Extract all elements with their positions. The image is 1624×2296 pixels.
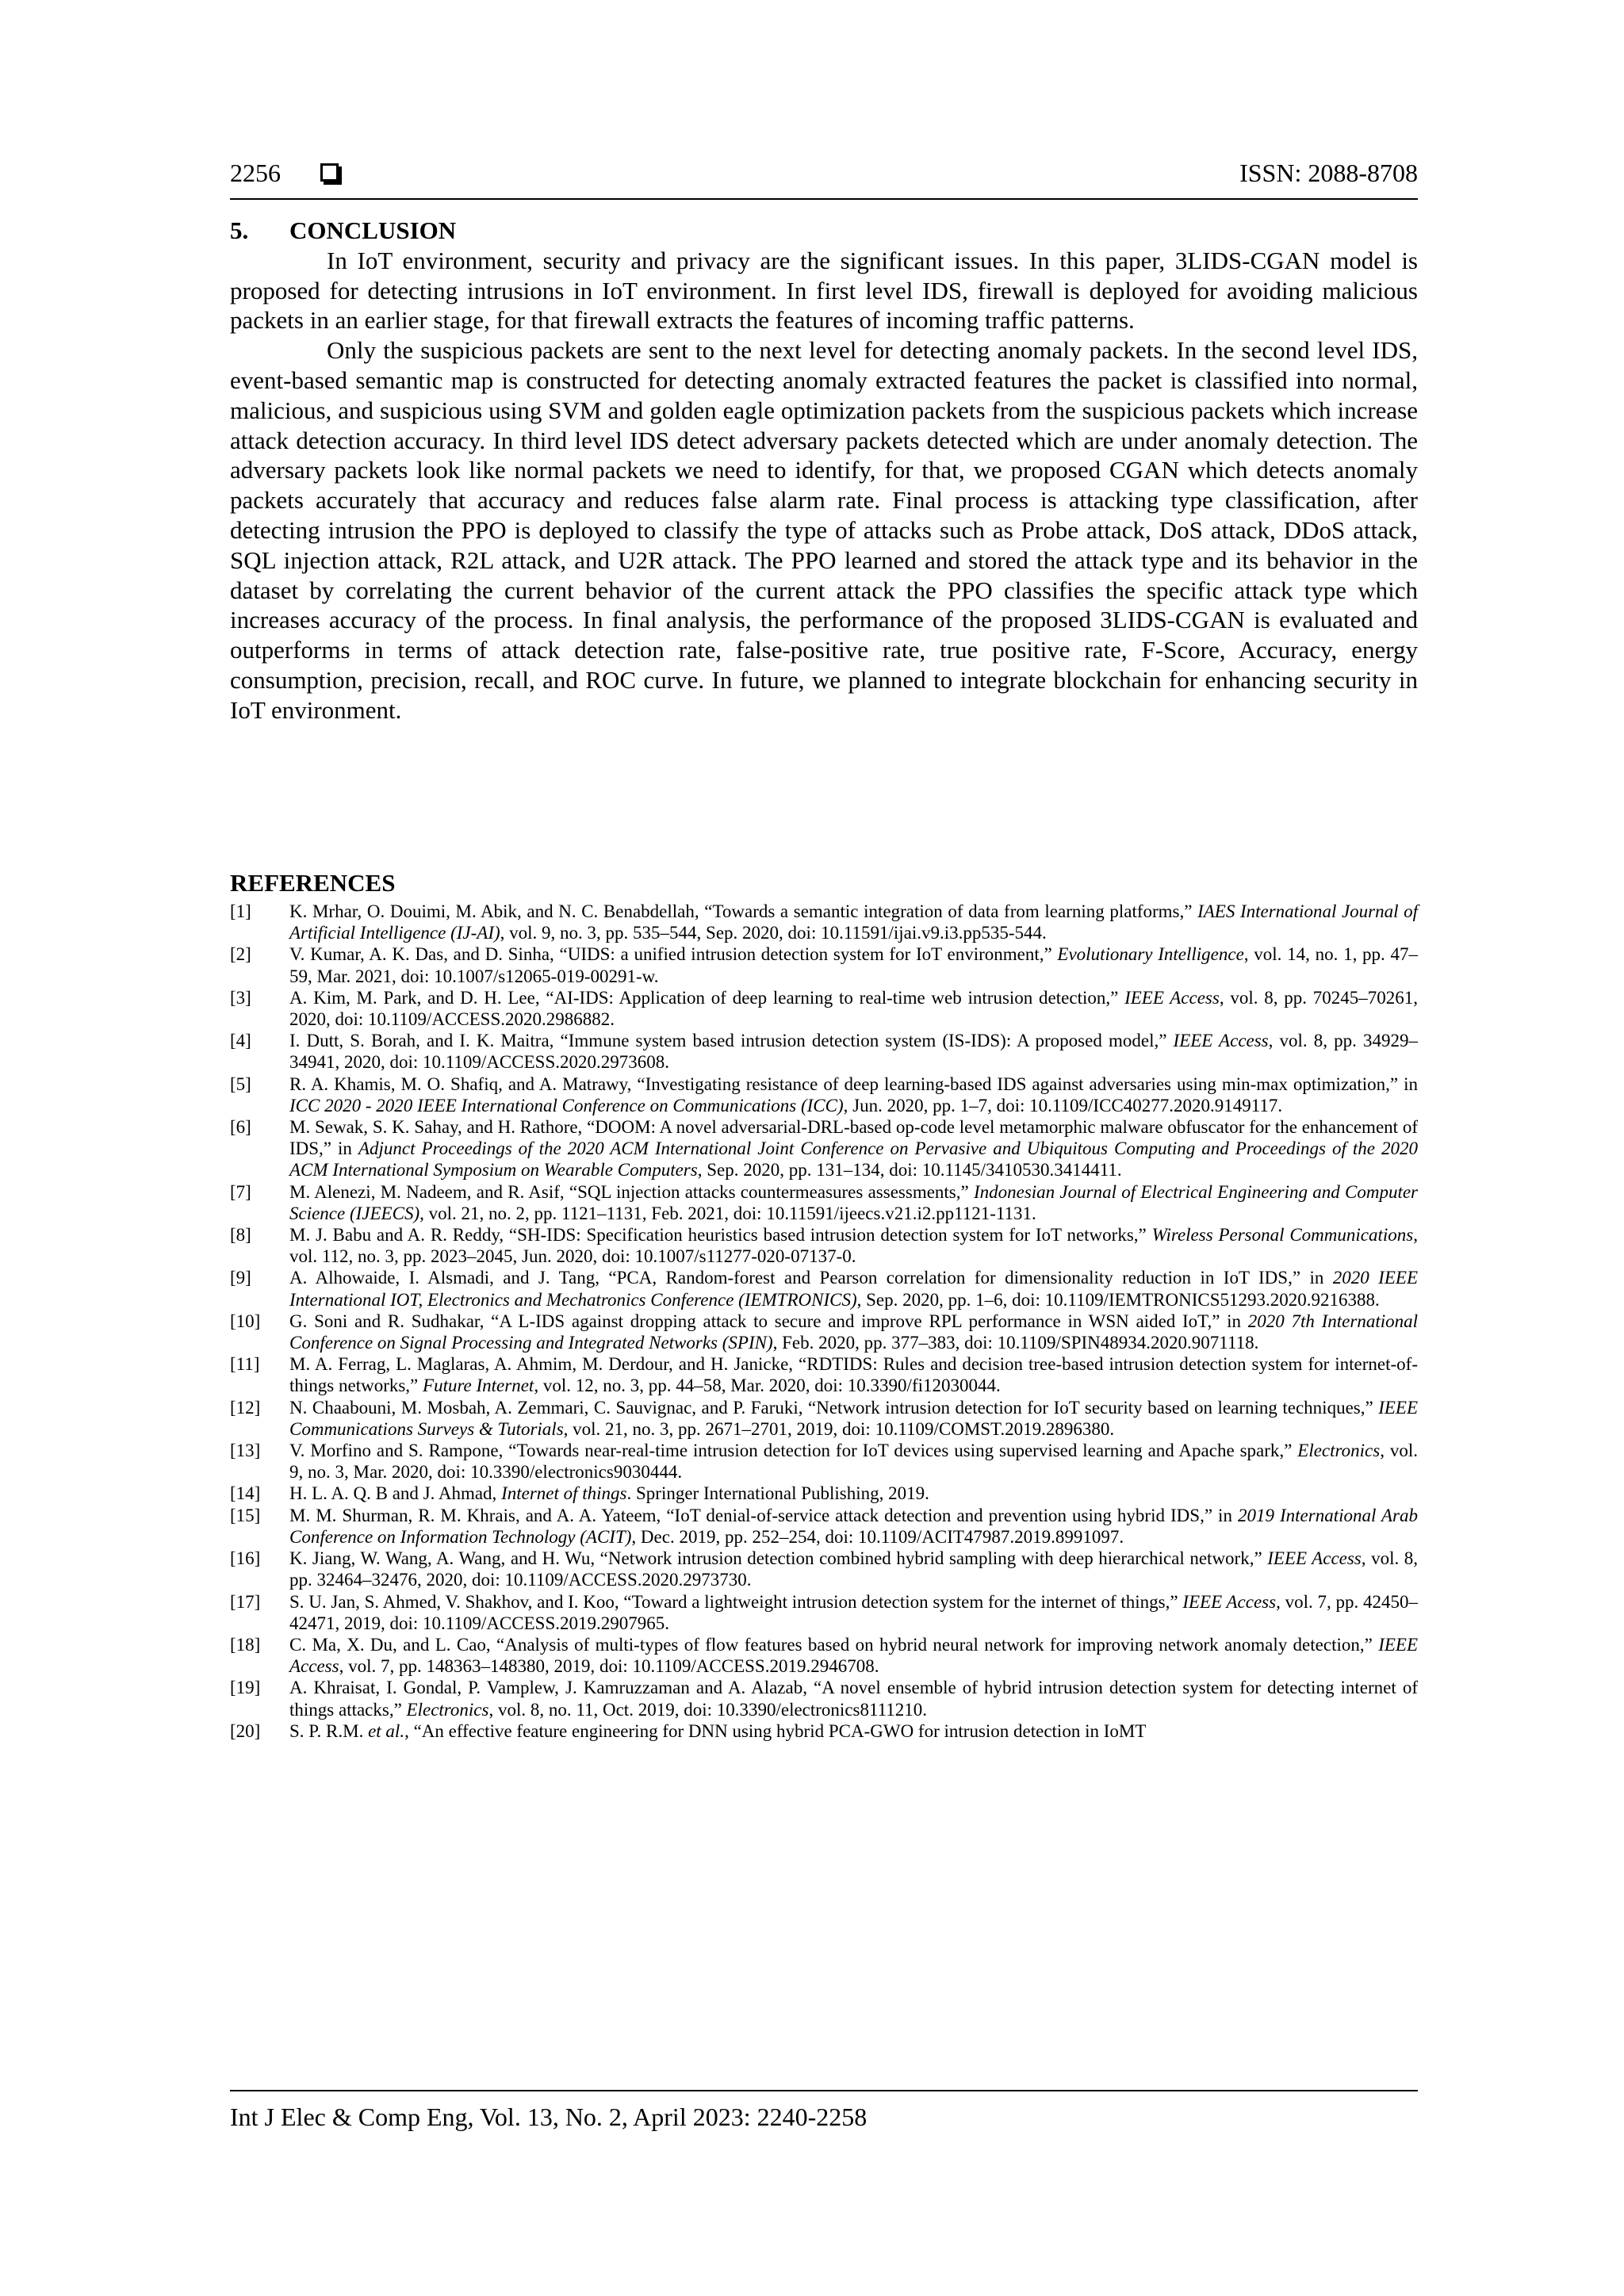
reference-text: K. Mrhar, O. Douimi, M. Abik, and N. C. Benabdellah, “Towards a semantic integration of data from learning platforms,” — [289, 901, 1198, 921]
reference-item — [230, 1634, 1418, 1677]
reference-text: H. L. A. Q. B and J. Ahmad, — [289, 1483, 502, 1504]
reference-venue: IAES International Journal of Artificial Intelligence (IJ-AI) — [289, 901, 1418, 943]
reference-item — [230, 1353, 1418, 1396]
reference-number: [14] — [230, 1483, 261, 1504]
reference-number: [16] — [230, 1548, 261, 1569]
reference-details: . Springer International Publishing, 2019. — [626, 1483, 929, 1504]
reference-item — [230, 1677, 1418, 1720]
reference-venue: ICC 2020 - 2020 IEEE International Conference on Communications (ICC) — [289, 1095, 844, 1115]
reference-details: , Feb. 2020, pp. 377–383, doi: 10.1109/SPIN48934.2020.9071118. — [772, 1333, 1259, 1353]
conclusion-paragraph-2: Only the suspicious packets are sent to the next level for detecting anomaly packets. In the second level IDS, event-based semantic map is constructed for detecting anomaly extracted features the packet is classified into normal, malicious, and suspicious using SVM and golden eagle optimization packets from the suspicious packets which increase attack detection accuracy. In third level IDS detect adversary packets detected which are under anomaly detection. The adversary packets look like normal packets we need to identify, for that, we proposed CGAN which detects anomaly packets accurately that accuracy and reduces false alarm rate. Final process is attacking type classification, after detecting intrusion the PPO is deployed to classify the type of attacks such as Probe attack, DoS attack, DDoS attack, SQL injection attack, R2L attack, and U2R attack. The PPO learned and stored the attack type and its behavior in the dataset by correlating the current behavior of the current attack the PPO classifies the specific attack type which increases accuracy of the process. In final analysis, the performance of the proposed 3LIDS-CGAN is evaluated and outperforms in terms of attack detection rate, false-positive rate, true positive rate, F-Score, Accuracy, energy consumption, precision, recall, and ROC curve. In future, we planned to integrate blockchain for enhancing security in IoT environment. — [230, 336, 1418, 724]
reference-number: [12] — [230, 1397, 261, 1418]
reference-item — [230, 1440, 1418, 1483]
reference-item — [230, 1483, 1418, 1504]
reference-number: [7] — [230, 1181, 251, 1202]
reference-text: M. Alenezi, M. Nadeem, and R. Asif, “SQL injection attacks countermeasures assessments,” — [289, 1181, 974, 1202]
conclusion-section — [230, 216, 1418, 725]
reference-venue: IEEE Access — [1267, 1548, 1362, 1569]
reference-venue: Electronics — [1297, 1441, 1381, 1461]
footer-rule — [230, 2090, 1418, 2091]
reference-details: , Dec. 2019, pp. 252–254, doi: 10.1109/ACIT47987.2019.8991097. — [631, 1526, 1124, 1547]
reference-venue: Future Internet — [423, 1376, 534, 1396]
reference-venue: IEEE Access — [289, 1634, 1418, 1677]
reference-venue: 2020 7th International Conference on Signal Processing and Integrated Networks (SPIN) — [289, 1311, 1418, 1353]
reference-venue: Indonesian Journal of Electrical Engineering and Computer Science (IJEECS) — [289, 1181, 1418, 1223]
reference-number: [18] — [230, 1634, 261, 1655]
reference-item — [230, 1591, 1418, 1634]
reference-text: A. Alhowaide, I. Alsmadi, and J. Tang, “PCA, Random-forest and Pearson correlation for dimensionality reduction in IoT IDS,” in — [289, 1268, 1333, 1288]
page-footer: Int J Elec & Comp Eng, Vol. 13, No. 2, April 2023: 2240-2258 — [230, 2103, 868, 2131]
reference-text: M. A. Ferrag, L. Maglaras, A. Ahmim, M. Derdour, and H. Janicke, “RDTIDS: Rules and decision tree-based intrusion detection system for internet-of-things networks,” — [289, 1354, 1418, 1396]
reference-venue: Wireless Personal Communications — [1151, 1225, 1414, 1246]
reference-item — [230, 1311, 1418, 1353]
reference-item — [230, 1030, 1418, 1073]
reference-number: [9] — [230, 1268, 251, 1288]
reference-details: , vol. 7, pp. 148363–148380, 2019, doi: 10.1109/ACCESS.2019.2946708. — [339, 1656, 879, 1677]
section-number: 5. — [230, 216, 249, 244]
reference-text: M. Sewak, S. K. Sahay, and H. Rathore, “DOOM: A novel adversarial-DRL-based op-code level metamorphic malware obfuscator for the enhancement of IDS,” in — [289, 1117, 1418, 1159]
reference-text: S. U. Jan, S. Ahmed, V. Shakhov, and I. Koo, “Toward a lightweight intrusion detection system for the internet of things,” — [289, 1591, 1183, 1612]
reference-text: C. Ma, X. Du, and L. Cao, “Analysis of multi-types of flow features based on hybrid neural network for improving network anomaly detection,” — [289, 1634, 1379, 1655]
reference-text: M. J. Babu and A. R. Reddy, “SH-IDS: Specification heuristics based intrusion detection system for IoT networks,” — [289, 1225, 1152, 1246]
reference-item — [230, 1181, 1418, 1224]
reference-details: , Sep. 2020, pp. 131–134, doi: 10.1145/3410530.3414411. — [697, 1160, 1122, 1181]
reference-details: , vol. 14, no. 1, pp. 47–59, Mar. 2021, doi: 10.1007/s12065-019-00291-w. — [289, 944, 1419, 986]
references-title: REFERENCES — [230, 869, 396, 897]
reference-text: V. Morfino and S. Rampone, “Towards near-real-time intrusion detection for IoT devices using supervised learning and Apache spark,” — [289, 1441, 1298, 1461]
section-title-text: CONCLUSION — [289, 216, 457, 244]
reference-number: [5] — [230, 1073, 251, 1094]
reference-item — [230, 943, 1418, 986]
reference-item — [230, 1397, 1418, 1440]
reference-details: , vol. 8, no. 11, Oct. 2019, doi: 10.3390/electronics8111210. — [488, 1699, 928, 1720]
reference-venue: IEEE Access — [1124, 987, 1220, 1008]
reference-details: , vol. 112, no. 3, pp. 2023–2045, Jun. 2020, doi: 10.1007/s11277-020-07137-0. — [289, 1225, 1418, 1267]
reference-number: [1] — [230, 901, 251, 921]
header-rule — [230, 198, 1418, 200]
issn-label: ISSN: 2088-8708 — [1239, 159, 1418, 187]
reference-number: [17] — [230, 1591, 261, 1612]
reference-number: [11] — [230, 1354, 260, 1375]
reference-number: [2] — [230, 944, 251, 965]
reference-item — [230, 1548, 1418, 1590]
reference-text: N. Chaabouni, M. Mosbah, A. Zemmari, C. Sauvignac, and P. Faruki, “Network intrusion detection for IoT security based on learning techniques,” — [289, 1397, 1379, 1418]
section-title — [230, 216, 1418, 246]
reference-details: , vol. 9, no. 3, Mar. 2020, doi: 10.3390/electronics9030444. — [289, 1441, 1418, 1483]
reference-text: M. M. Shurman, R. M. Khrais, and A. A. Yateem, “IoT denial-of-service attack detection and prevention using hybrid IDS,” in — [289, 1505, 1238, 1525]
reference-item — [230, 1267, 1418, 1310]
reference-details: , “An effective feature engineering for DNN using hybrid PCA-GWO for intrusion detection in IoMT — [404, 1720, 1147, 1741]
references-list — [230, 901, 1418, 1742]
reference-venue: 2020 IEEE International IOT, Electronics and Mechatronics Conference (IEMTRONICS) — [289, 1268, 1418, 1310]
reference-venue: Evolutionary Intelligence — [1057, 944, 1244, 965]
checkbox-square-icon — [320, 163, 339, 182]
reference-venue: IEEE Access — [1182, 1591, 1277, 1612]
references-section — [230, 866, 1418, 1742]
reference-number: [8] — [230, 1225, 251, 1246]
reference-details: , vol. 12, no. 3, pp. 44–58, Mar. 2020, doi: 10.3390/fi12030044. — [534, 1376, 1001, 1396]
page-header — [230, 151, 1418, 195]
reference-venue: Adjunct Proceedings of the 2020 ACM International Joint Conference on Pervasive and Ubiquitous Computing and Proceedings of the 2020 ACM International Symposium on Wearable Computers — [289, 1138, 1418, 1181]
reference-details: , Sep. 2020, pp. 1–6, doi: 10.1109/IEMTRONICS51293.2020.9216388. — [856, 1289, 1380, 1310]
reference-details: , vol. 8, pp. 70245–70261, 2020, doi: 10.1109/ACCESS.2020.2986882. — [289, 987, 1419, 1030]
reference-number: [6] — [230, 1117, 251, 1138]
reference-item — [230, 1224, 1418, 1267]
reference-details: , Jun. 2020, pp. 1–7, doi: 10.1109/ICC40277.2020.9149117. — [843, 1095, 1283, 1115]
reference-venue: IEEE Communications Surveys & Tutorials — [289, 1397, 1418, 1439]
reference-text: A. Kim, M. Park, and D. H. Lee, “AI-IDS: Application of deep learning to real-time web intrusion detection,” — [289, 987, 1125, 1008]
conclusion-paragraph-1: In IoT environment, security and privacy are the significant issues. In this paper, 3LIDS-CGAN model is proposed for detecting intrusions in IoT environment. In first level IDS, firewall is deployed for avoiding malicious packets in an earlier stage, for that firewall extracts the features of incoming traffic patterns. — [230, 246, 1418, 335]
reference-number: [10] — [230, 1311, 261, 1331]
reference-details: , vol. 8, pp. 34929–34941, 2020, doi: 10.1109/ACCESS.2020.2973608. — [289, 1031, 1419, 1073]
reference-number: [4] — [230, 1031, 251, 1051]
reference-venue: Electronics — [406, 1699, 489, 1720]
reference-number: [13] — [230, 1441, 261, 1461]
reference-number: [19] — [230, 1678, 261, 1698]
reference-details: , vol. 21, no. 3, pp. 2671–2701, 2019, doi: 10.1109/COMST.2019.2896380. — [563, 1418, 1115, 1439]
reference-text: K. Jiang, W. Wang, A. Wang, and H. Wu, “Network intrusion detection combined hybrid sampling with deep hierarchical network,” — [289, 1548, 1268, 1569]
reference-number: [3] — [230, 987, 251, 1008]
reference-venue: Internet of things — [501, 1483, 627, 1504]
reference-text: G. Soni and R. Sudhakar, “A L-IDS against dropping attack to secure and improve RPL performance in WSN aided IoT,” in — [289, 1311, 1248, 1331]
reference-details: , vol. 9, no. 3, pp. 535–544, Sep. 2020, doi: 10.11591/ijai.v9.i3.pp535-544. — [500, 923, 1047, 943]
reference-text: A. Khraisat, I. Gondal, P. Vamplew, J. Kamruzzaman and A. Alazab, “A novel ensemble of hybrid intrusion detection system for detecting internet of things attacks,” — [289, 1678, 1418, 1720]
reference-number: [15] — [230, 1505, 261, 1525]
page-number: 2256 — [230, 159, 281, 187]
reference-item — [230, 901, 1418, 943]
reference-venue: et al. — [368, 1720, 405, 1741]
reference-text: I. Dutt, S. Borah, and I. K. Maitra, “Immune system based intrusion detection system (IS-IDS): A proposed model,” — [289, 1031, 1174, 1051]
reference-details: , vol. 7, pp. 42450–42471, 2019, doi: 10.1109/ACCESS.2019.2907965. — [289, 1591, 1419, 1633]
reference-number: [20] — [230, 1720, 261, 1741]
reference-item — [230, 1720, 1418, 1742]
reference-venue: IEEE Access — [1173, 1031, 1269, 1051]
reference-details: , vol. 8, pp. 32464–32476, 2020, doi: 10.1109/ACCESS.2020.2973730. — [289, 1548, 1419, 1590]
reference-item — [230, 1116, 1418, 1181]
reference-item — [230, 1505, 1418, 1548]
reference-text: S. P. R.M. — [289, 1720, 369, 1741]
reference-text: R. A. Khamis, M. O. Shafiq, and A. Matrawy, “Investigating resistance of deep learning-based IDS against adversaries using min-max optimization,” in — [289, 1073, 1418, 1094]
reference-item — [230, 987, 1418, 1030]
reference-details: , vol. 21, no. 2, pp. 1121–1131, Feb. 2021, doi: 10.11591/ijeecs.v21.i2.pp1121-1131. — [419, 1203, 1036, 1223]
reference-text: V. Kumar, A. K. Das, and D. Sinha, “UIDS: a unified intrusion detection system for IoT environment,” — [289, 944, 1058, 965]
reference-item — [230, 1073, 1418, 1116]
reference-venue: 2019 International Arab Conference on Information Technology (ACIT) — [289, 1505, 1418, 1547]
